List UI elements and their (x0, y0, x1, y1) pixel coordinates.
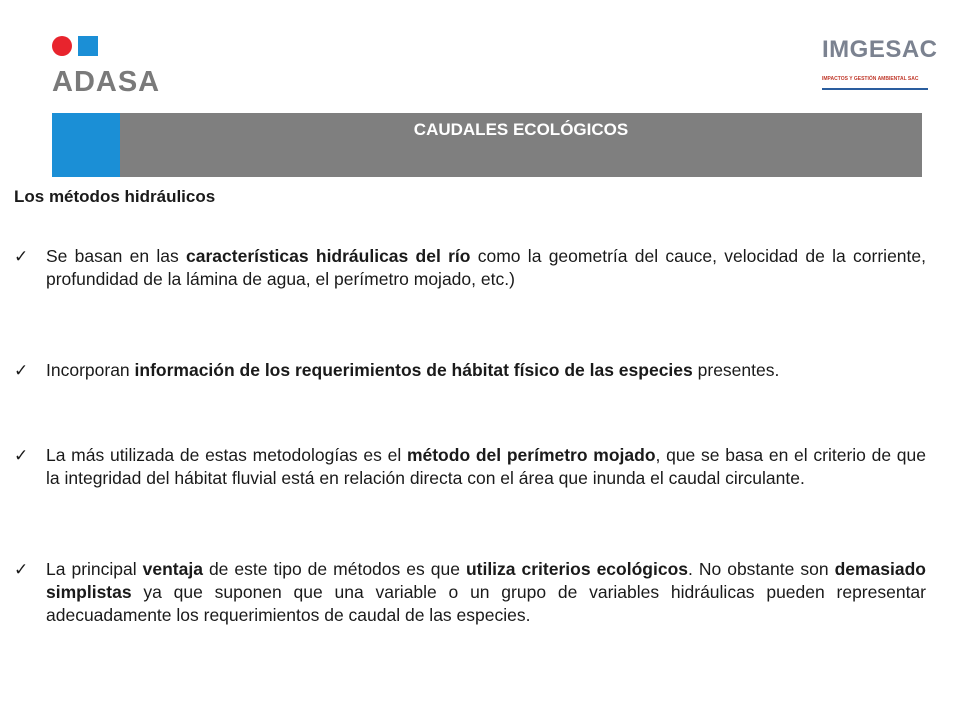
bullet-text-part: ya que suponen que una variable o un grupo de variables hidráulicas pueden representar adecuadamente los requerimientos de caudal de las especies. (46, 582, 926, 625)
bullet-text-part: La más utilizada de estas metodologías es el (46, 445, 407, 465)
bullet-text-bold: ventaja (142, 559, 203, 579)
banner-title: CAUDALES ECOLÓGICOS (413, 120, 629, 139)
banner-accent (52, 113, 120, 177)
bullet-text-part: de este tipo de métodos es que (202, 559, 466, 579)
blue-square-icon (78, 36, 98, 56)
bullet-text-bold: características hidráulicas del río (186, 246, 471, 266)
adasa-logo-text: ADASA (52, 66, 161, 98)
imgesac-underline (822, 88, 928, 90)
adasa-logo (52, 30, 192, 100)
bullet-text-part: La principal (46, 559, 143, 579)
bullet-item (14, 359, 926, 382)
imgesac-logo (818, 36, 938, 96)
checkmark-icon: ✓ (14, 446, 29, 465)
red-dot-icon (52, 36, 72, 56)
checkmark-icon: ✓ (14, 361, 29, 380)
bullet-text (46, 558, 926, 627)
bullet-text (46, 359, 926, 382)
bullet-text (46, 444, 926, 490)
bullet-item (14, 558, 926, 627)
section-title: Los métodos hidráulicos (14, 187, 216, 206)
bullet-text-part: , que se basa en el criterio de que la integridad del hábitat fluvial está en relación directa con el área que inunda el caudal circulante. (46, 445, 927, 488)
bullet-text (46, 245, 926, 291)
bullet-item (14, 444, 926, 490)
bullet-text-bold: método del perímetro mojado (406, 445, 656, 465)
checkmark-icon: ✓ (14, 560, 29, 579)
imgesac-logo-text: IMGESAC (822, 36, 938, 63)
bullet-text-part: Se basan en las (46, 246, 187, 266)
title-banner (52, 113, 922, 177)
bullet-item (14, 245, 926, 291)
bullet-text-part: presentes. (692, 360, 780, 380)
bullet-text-part: como la geometría del cauce, velocidad de la corriente, profundidad de la lámina de agua, el perímetro mojado, etc.) (46, 246, 926, 289)
imgesac-tagline: IMPACTOS Y GESTIÓN AMBIENTAL SAC (822, 76, 919, 82)
bullet-text-part: Incorporan (46, 360, 135, 380)
bullet-text-bold: utiliza criterios ecológicos (465, 559, 688, 579)
bullet-text-part: . No obstante son (688, 559, 835, 579)
bullet-text-bold: demasiado simplistas (46, 559, 926, 602)
checkmark-icon: ✓ (14, 247, 29, 266)
bullet-text-bold: información de los requerimientos de hábitat físico de las especies (134, 360, 693, 380)
